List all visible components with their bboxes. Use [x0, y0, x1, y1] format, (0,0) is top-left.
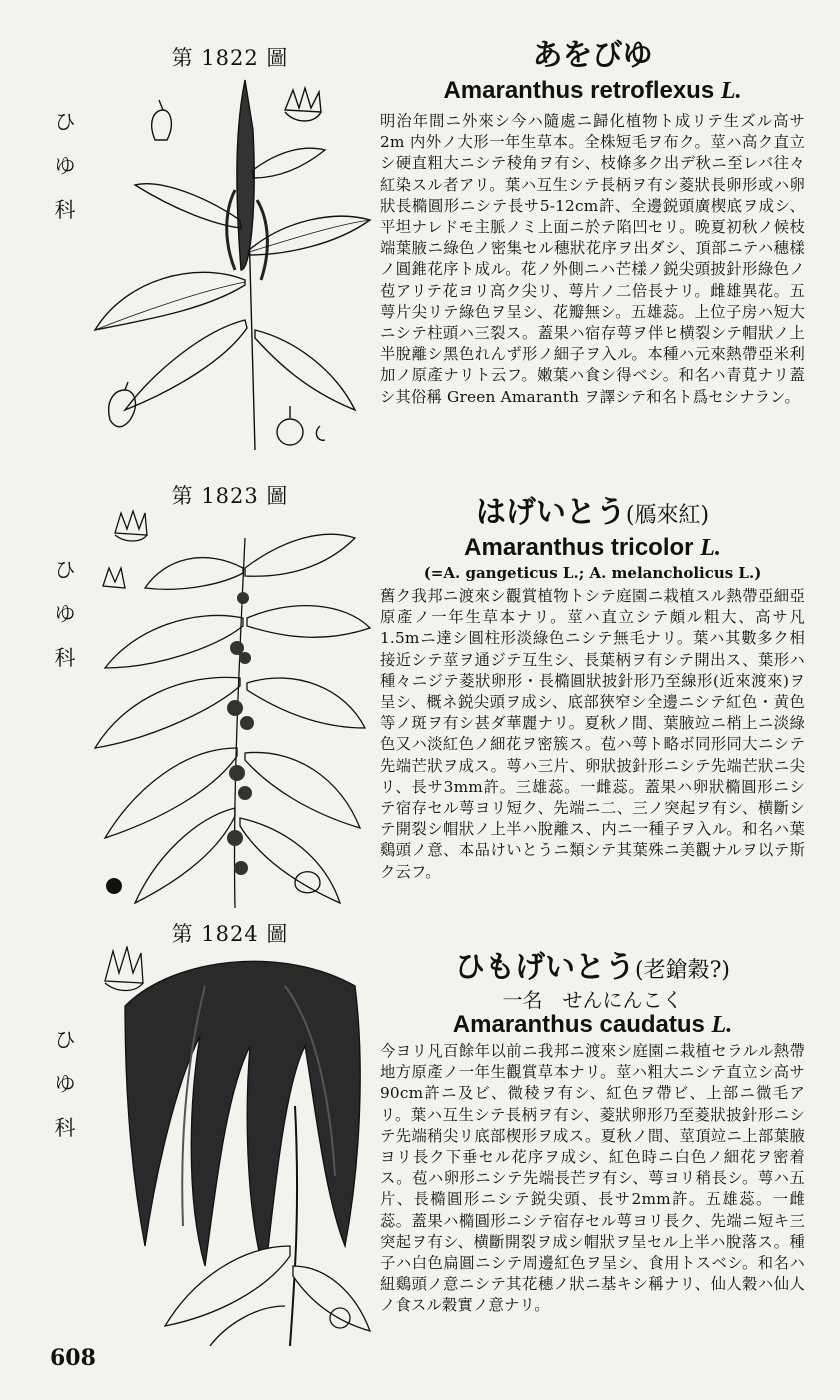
family-label: [52, 1018, 78, 1150]
author-abbrev: L.: [700, 535, 721, 561]
family-char: ゆ: [54, 1072, 76, 1096]
scientific-name: [380, 1011, 805, 1039]
synonyms: (=A. gangeticus L.; A. melancholicus L.): [423, 564, 762, 582]
japanese-name: [380, 38, 805, 77]
family-char: 科: [54, 646, 76, 670]
family-char: 科: [54, 198, 76, 222]
page-number: 608: [50, 1345, 96, 1371]
jp-name-text: あをびゆ: [532, 38, 653, 73]
kanji-name: (鴈來紅): [625, 503, 710, 528]
figure-label: 第 1824 圖: [171, 922, 289, 946]
family-char: 科: [54, 1116, 76, 1140]
family-label: [52, 548, 78, 680]
species-description: 明治年間ニ外來シ今ハ隨處ニ歸化植物ト成リテ生ズル高サ 2m 内外ノ大形一年生草本。全株短毛ヲ布ク。莖ハ高ク直立シ硬直粗大ニシテ稜角ヲ有シ、枝條多ク出デ秋ニ至レバ往々紅染スル者アリ。葉ハ互生シテ長柄ヲ有シ菱狀長卵形或ハ卵狀長橢圓形ニシテ長サ5-12cm許、全邊鋭頭廣楔底ヲ成シ、平坦ナレドモ主脈ノミ上面ニ於テ陷凹セリ。晩夏初秋ノ候枝端葉腋ニ綠色ノ密集セル穗狀花序ヲ出ダシ、頂部ニテハ穗樣ノ圓錐花序ト成ル。花ノ外側ニハ芒樣ノ鋭尖頭披針形綠色ノ苞アリテ花ヨリ高ク尖リ、萼片ノ二倍長ナリ。雌雄異花。五萼片尖リテ綠色ヲ呈シ、花瓣無シ。五雄蕊。上位子房ハ短大ニシテ柱頭ハ三裂ス。蓋果ハ宿存萼ヲ伴ヒ横裂シテ帽狀ノ上半脫離シ黑色れんず形ノ細子ヲ入ル。本種ハ元來熱帶亞米利加ノ原產ナリト云フ。嫩葉ハ食シ得ベシ。和名ハ青莧ナリ蓋シ其俗稱 Green Amaranth ヲ譯シテ和名ト爲セシナラン。: [380, 112, 805, 406]
family-char: ひ: [54, 1028, 76, 1052]
kanji-name: (老鎗穀?): [635, 958, 730, 983]
entry-text: [380, 950, 805, 1317]
species-description: 今ヨリ凡百餘年以前ニ我邦ニ渡來シ庭園ニ栽植セラルル熱帶地方原產ノ一年生觀賞草本ナリ。莖ハ粗大ニシテ直立シ高サ 90cm許ニ及ビ、微稜ヲ有シ、紅色ヲ帶ビ、上部ニ微毛アリ。葉ハ互生シテ長柄ヲ有シ、菱狀卵形乃至菱狀披針形ニシテ先端稍尖リ底部楔形ヲ成ス。夏秋ノ間、莖頂竝ニ上部葉腋ヨリ長ク下垂セル花序ヲ成シ、紅色時ニ白色ノ細花ヲ密着ス。苞ハ卵形ニシテ先端長芒ヲ有シ、萼ヨリ稍長シ。萼ハ五片、長橢圓形ニシテ鋭尖頭、長サ2mm許。五雄蕊。一雌蕊。蓋果ハ橢圓形ニシテ宿存セル萼ヨリ長ク、先端ニ短キ三突起ヲ有シ、横斷開裂ヲ成シ帽狀ヲ呈セル上半ハ脫落ス。種子ハ白色扁圓ニシテ周邊紅色ヲ呈シ、食用トスベシ。和名ハ紐鷄頭ノ意ニシテ其花穗ノ狀ニ基キシ稱ナリ、仙人穀ハ仙人ノ食スル穀實ノ意ナリ。: [380, 1042, 805, 1315]
binomial: Amaranthus caudatus: [452, 1011, 705, 1038]
figure-label: 第 1822 圖: [171, 46, 289, 70]
author-abbrev: L.: [720, 78, 742, 104]
figure-label: 第 1823 圖: [171, 484, 289, 508]
family-char: ひ: [54, 110, 76, 134]
scientific-name: [380, 77, 805, 105]
plant-illustration-caudatus: [85, 946, 375, 1346]
plant-illustration-tricolor: [85, 508, 375, 908]
family-label: [52, 100, 78, 232]
scientific-name: [380, 534, 805, 562]
entry-text: [380, 495, 805, 883]
author-abbrev: L.: [711, 1012, 733, 1038]
japanese-name: [380, 950, 805, 989]
entry-text: [380, 38, 805, 408]
family-char: ひ: [54, 558, 76, 582]
plant-illustration-retroflexus: [85, 70, 375, 460]
binomial: Amaranthus tricolor: [464, 534, 694, 561]
binomial: Amaranthus retroflexus: [443, 77, 715, 104]
japanese-name: [380, 495, 805, 534]
jp-name-text: はげいとう: [475, 495, 626, 530]
jp-name-text: ひもげいとう: [455, 950, 636, 985]
family-char: ゆ: [54, 602, 76, 626]
alternate-name: 一名 せんにんこく: [502, 988, 683, 1012]
family-char: ゆ: [54, 154, 76, 178]
species-description: 舊ク我邦ニ渡來シ觀賞植物トシテ庭園ニ栽植スル熱帶亞細亞原產ノ一年生草本ナリ。莖ハ直立シテ頗ル粗大、高サ凡1.5mニ達シ圓柱形淡綠色ニシテ無毛ナリ。葉ハ其數多ク相接近シテ莖ヲ通ジテ互生シ、長葉柄ヲ有シテ開出ス、葉形ハ種々ニジテ菱狀卵形・長橢圓狀披針形乃至線形(近來渡來)ヲ呈シ、概ネ鋭尖頭ヲ成シ、底部狹窄シ全邊ニシテ紅色・黄色等ノ斑ヲ有シ甚ダ華麗ナリ。夏秋ノ間、葉腋竝ニ梢上ニ淡綠色又ハ淡紅色ノ細花ヲ密簇ス。苞ハ萼ト略ボ同形同大ニシテ先端芒狀ヲ成ス。萼ハ三片、卵狀披針形ニシテ先端芒狀ニ尖リ、長サ3mm許。三雄蕊。一雌蕊。蓋果ハ卵狀橢圓形ニシテ宿存セル萼ヨリ短ク、先端ニ二、三ノ突起ヲ有シ、横斷シテ開裂シ帽狀ノ上半ハ脫離ス、内ニ一種子ヲ入ル。和名ハ葉鷄頭ノ意、本品けいとうニ類シテ其葉殊ニ美觀ナルヲ以テ斯ク云フ。: [380, 587, 805, 881]
